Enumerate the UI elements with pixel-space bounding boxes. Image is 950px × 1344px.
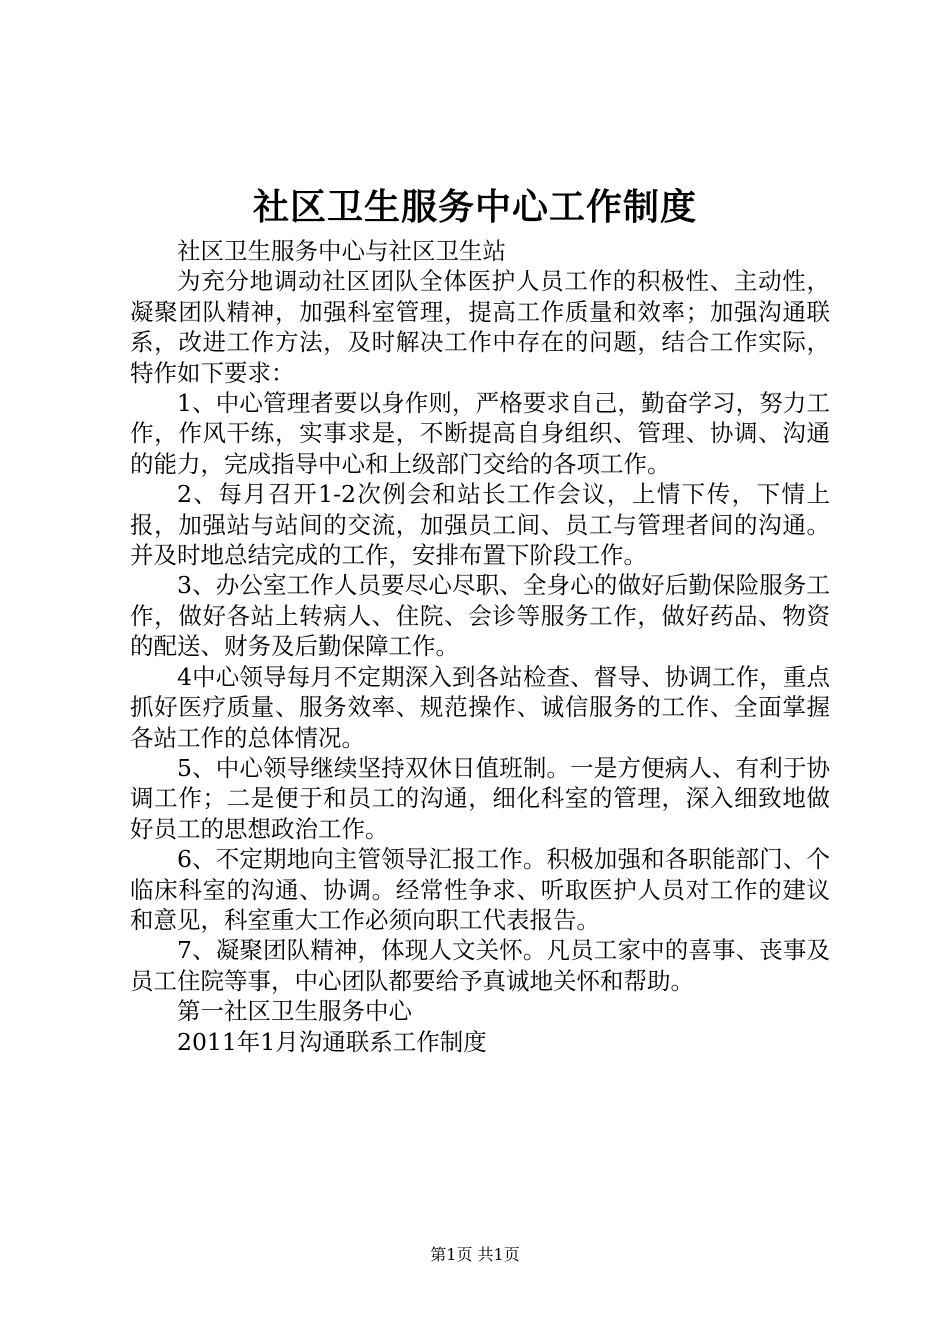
paragraph-item-5: 5、中心领导继续坚持双休日值班制。一是方便病人、有利于协调工作；二是便于和员工的沟通，细化科室的管理，深入细致地做好员工的思想政治工作。	[130, 753, 830, 843]
paragraph-item-3: 3、办公室工作人员要尽心尽职、全身心的做好后勤保险服务工作，做好各站上转病人、住院、会诊等服务工作，做好药品、物资的配送、财务及后勤保障工作。	[130, 571, 830, 661]
paragraph-date: 2011年1月沟通联系工作制度	[177, 1027, 487, 1056]
page-footer: 第1页 共1页	[430, 1245, 520, 1264]
paragraph-intro: 为充分地调动社区团队全体医护人员工作的积极性、主动性，凝聚团队精神，加强科室管理，提高工作质量和效率；加强沟通联系，改进工作方法，及时解决工作中存在的问题，结合工作实际，特作如下要求：	[130, 267, 830, 387]
paragraph-item-1: 1、中心管理者要以身作则，严格要求自己，勤奋学习，努力工作，作风干练，实事求是，不断提高自身组织、管理、协调、沟通的能力，完成指导中心和上级部门交给的各项工作。	[130, 389, 830, 478]
paragraph-signature: 第一社区卫生服务中心	[177, 997, 412, 1026]
document-body	[130, 236, 830, 1057]
paragraph-subtitle: 社区卫生服务中心与社区卫生站	[177, 237, 506, 265]
paragraph-item-6: 6、不定期地向主管领导汇报工作。积极加强和各职能部门、个临床科室的沟通、协调。经常性争求、听取医护人员对工作的建议和意见，科室重大工作必须向职工代表报告。	[130, 845, 830, 934]
paragraph-item-2: 2、每月召开1-2次例会和站长工作会议，上情下传，下情上报，加强站与站间的交流，加强员工间、员工与管理者间的沟通。并及时地总结完成的工作，安排布置下阶段工作。	[130, 480, 830, 570]
document-title: 社区卫生服务中心工作制度	[252, 186, 697, 228]
paragraph-item-4: 4中心领导每月不定期深入到各站检查、督导、协调工作，重点抓好医疗质量、服务效率、规范操作、诚信服务的工作、全面掌握各站工作的总体情况。	[130, 662, 830, 752]
paragraph-item-7: 7、凝聚团队精神，体现人文关怀。凡员工家中的喜事、丧事及员工住院等事，中心团队都要给予真诚地关怀和帮助。	[130, 936, 830, 995]
